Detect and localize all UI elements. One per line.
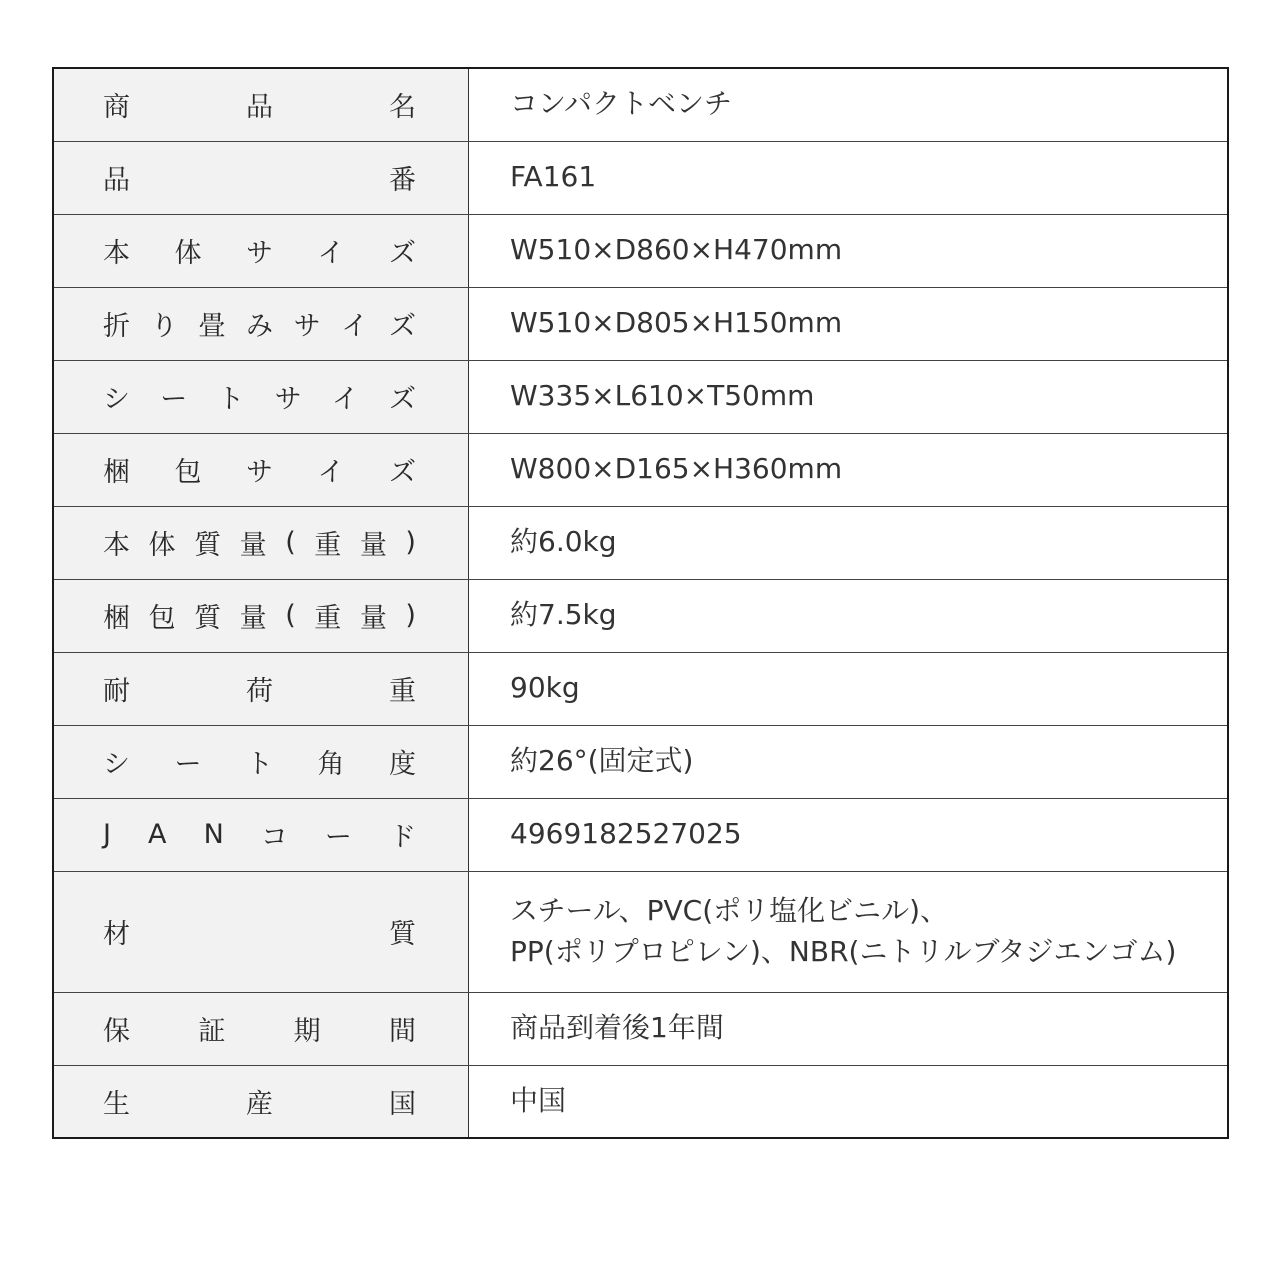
label-char: り	[150, 311, 178, 342]
label-char: A	[148, 819, 167, 850]
label-char: 量	[239, 530, 267, 561]
label-char: 期	[293, 1016, 321, 1047]
spec-value: W800×D165×H360mm	[469, 433, 1229, 506]
spec-label	[53, 214, 469, 287]
label-char: (	[285, 600, 296, 631]
material-line-2: PP(ポリプロピレン)、NBR(ニトリルブタジエンゴム)	[510, 934, 1177, 968]
label-char: 重	[314, 530, 342, 561]
label-char: シ	[103, 749, 130, 780]
label-char: 本	[103, 238, 130, 269]
label-char: サ	[246, 238, 273, 269]
label-char: コ	[260, 822, 288, 853]
label-char: 折	[103, 311, 130, 342]
spec-row-material	[53, 871, 1228, 992]
spec-value: W335×L610×T50mm	[469, 360, 1229, 433]
label-char: 耐	[103, 676, 130, 707]
spec-label	[53, 68, 469, 141]
label-char: 本	[103, 530, 130, 561]
label-char: ド	[388, 822, 416, 853]
label-char: 荷	[246, 676, 273, 707]
label-char: 体	[148, 530, 176, 561]
label-char: 質	[389, 919, 416, 950]
label-char: 品	[103, 165, 130, 196]
spec-row-body-weight	[53, 506, 1228, 579]
label-char: サ	[246, 457, 273, 488]
label-char: み	[245, 311, 273, 342]
label-char: ト	[217, 384, 245, 415]
spec-label	[53, 141, 469, 214]
label-char: 体	[174, 238, 202, 269]
spec-row-seat-size	[53, 360, 1228, 433]
label-char: 国	[389, 1088, 416, 1120]
label-char: 量	[359, 603, 387, 634]
label-char: ー	[324, 822, 352, 853]
spec-label	[53, 360, 469, 433]
label-char: ズ	[388, 311, 416, 342]
label-char: 畳	[198, 311, 226, 342]
spec-row-product-number	[53, 141, 1228, 214]
spec-label	[53, 287, 469, 360]
label-char: 生	[103, 1088, 130, 1120]
label-char: ト	[246, 749, 273, 780]
spec-label	[53, 579, 469, 652]
spec-value	[469, 871, 1229, 992]
spec-value: コンパクトベンチ	[469, 68, 1229, 141]
label-char: 質	[194, 530, 222, 561]
label-char: 材	[103, 919, 130, 950]
spec-row-folded-size	[53, 287, 1228, 360]
label-char: 産	[246, 1088, 273, 1120]
spec-value: 商品到着後1年間	[469, 992, 1229, 1065]
spec-value: 中国	[469, 1065, 1229, 1138]
label-char: 証	[198, 1016, 226, 1047]
spec-row-body-size	[53, 214, 1228, 287]
spec-label	[53, 992, 469, 1065]
label-char: J	[103, 819, 111, 850]
label-char: )	[405, 600, 416, 631]
product-spec-table	[52, 67, 1229, 1139]
label-char: ー	[160, 384, 188, 415]
label-char: 度	[389, 749, 416, 780]
label-char: )	[405, 527, 416, 558]
spec-row-country-of-origin	[53, 1065, 1228, 1138]
label-char: ズ	[388, 384, 416, 415]
spec-label	[53, 433, 469, 506]
label-char: 保	[103, 1016, 130, 1047]
spec-value: 約6.0kg	[469, 506, 1229, 579]
label-char: ズ	[389, 457, 416, 488]
label-char: 質	[194, 603, 222, 634]
label-char: 包	[148, 603, 176, 634]
spec-label	[53, 725, 469, 798]
spec-label	[53, 798, 469, 871]
label-char: ー	[174, 749, 202, 780]
label-char: 梱	[103, 457, 130, 488]
spec-label	[53, 871, 469, 992]
spec-row-package-weight	[53, 579, 1228, 652]
spec-row-seat-angle	[53, 725, 1228, 798]
label-char: イ	[317, 457, 345, 488]
label-char: 品	[246, 92, 273, 124]
label-char: ズ	[389, 238, 416, 269]
label-char: 間	[388, 1016, 416, 1047]
label-char: サ	[274, 384, 302, 415]
label-char: シ	[103, 384, 130, 415]
spec-value: FA161	[469, 141, 1229, 214]
label-char: (	[285, 527, 296, 558]
spec-value: 約26°(固定式)	[469, 725, 1229, 798]
label-char: 包	[174, 457, 202, 488]
spec-row-warranty	[53, 992, 1228, 1065]
spec-label	[53, 652, 469, 725]
label-char: 商	[103, 92, 130, 124]
label-char: イ	[341, 311, 369, 342]
spec-value: W510×D860×H470mm	[469, 214, 1229, 287]
spec-value: W510×D805×H150mm	[469, 287, 1229, 360]
label-char: イ	[317, 238, 345, 269]
spec-label	[53, 506, 469, 579]
label-char: N	[203, 819, 224, 850]
label-char: 量	[239, 603, 267, 634]
spec-value: 約7.5kg	[469, 579, 1229, 652]
label-char: 番	[389, 165, 416, 196]
label-char: 重	[389, 676, 416, 707]
label-char: サ	[293, 311, 321, 342]
spec-row-product-name	[53, 68, 1228, 141]
material-line-1: スチール、PVC(ポリ塩化ビニル)、	[510, 893, 949, 927]
label-char: イ	[331, 384, 359, 415]
spec-value: 4969182527025	[469, 798, 1229, 871]
spec-label	[53, 1065, 469, 1138]
label-char: 角	[317, 749, 345, 780]
spec-row-load-capacity	[53, 652, 1228, 725]
label-char: 梱	[103, 603, 130, 634]
spec-value: 90kg	[469, 652, 1229, 725]
label-char: 量	[359, 530, 387, 561]
spec-row-package-size	[53, 433, 1228, 506]
spec-row-jan-code	[53, 798, 1228, 871]
label-char: 名	[389, 92, 416, 124]
label-char: 重	[314, 603, 342, 634]
